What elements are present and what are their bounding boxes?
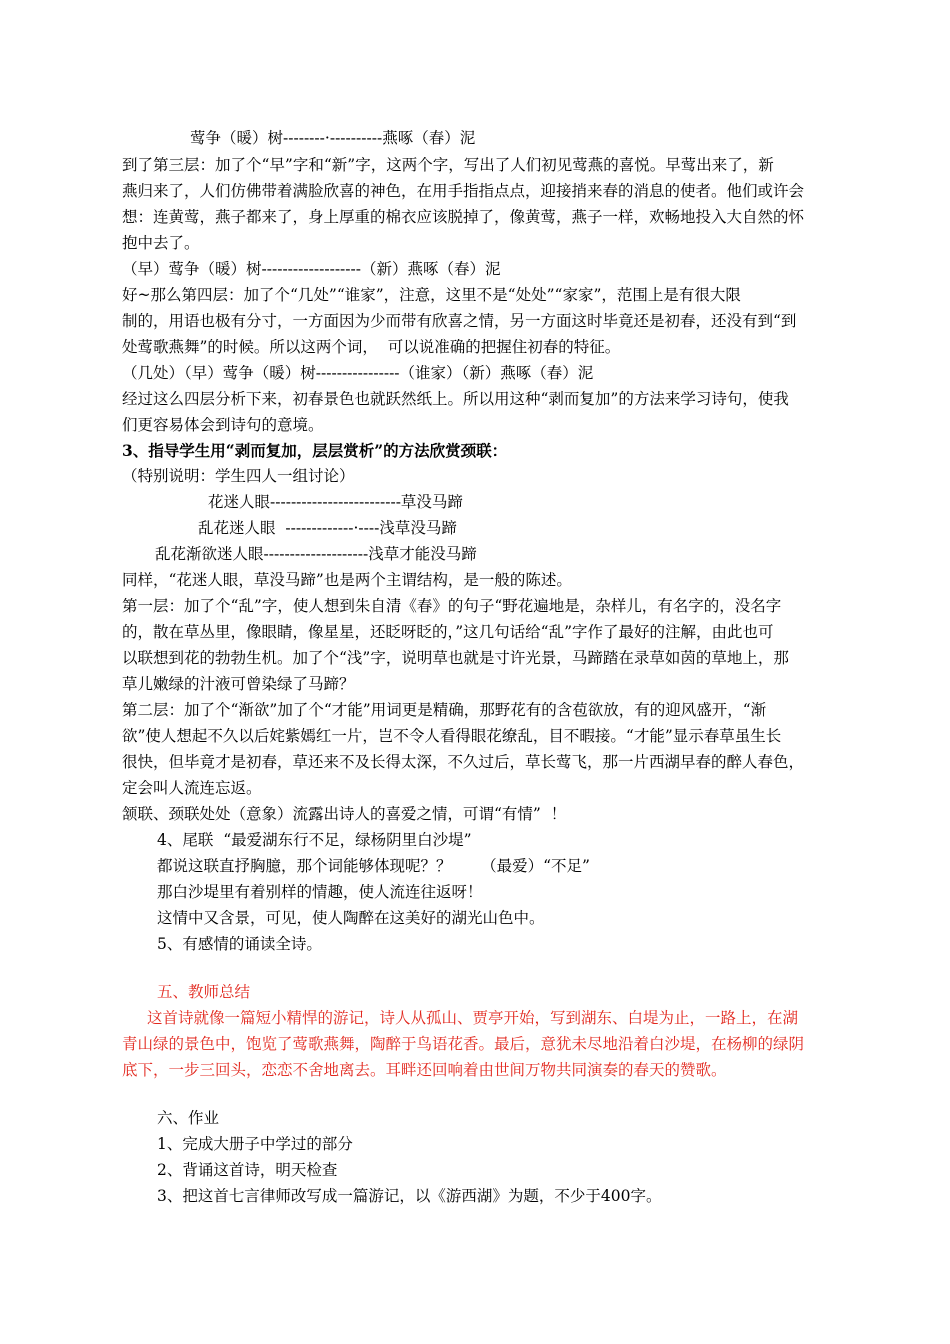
text-line: 燕归来了，人们仿佛带着满脸欣喜的神色，在用手指指点点，迎接捎来春的消息的使者。他们或许会 bbox=[122, 182, 805, 200]
text-line: 想：连黄莺，燕子都来了，身上厚重的棉衣应该脱掉了，像黄莺，燕子一样，欢畅地投入大自然的怀 bbox=[122, 208, 805, 226]
text-line: 处莺歌燕舞”的时候。所以这两个词， 可以说准确的把握住初春的特征。 bbox=[122, 338, 621, 356]
text-line: 乱花迷人眼 -------------·----浅草没马蹄 bbox=[198, 519, 457, 537]
text-line: 草儿嫩绿的汁液可曾染绿了马蹄？ bbox=[122, 675, 355, 693]
text-line: 很快，但毕竟才是初春，草还来不及长得太深，不久过后，草长莺飞，那一片西湖早春的醉人春色， bbox=[122, 753, 805, 771]
text-line: 欲”使人想起不久以后姹紫嫣红一片，岂不令人看得眼花缭乱，目不暇接。“才能”显示春草虽生长 bbox=[122, 727, 782, 745]
text-line: 以联想到花的勃勃生机。加了个“浅”字，说明草也就是寸许光景，马蹄踏在录草如茵的草地上，那 bbox=[122, 649, 789, 667]
text-line: 花迷人眼-------------------------草没马蹄 bbox=[208, 493, 463, 511]
text-line: 抱中去了。 bbox=[122, 234, 200, 252]
text-line: 第二层：加了个“渐欲”加了个“才能”用词更是精确，那野花有的含苞欲放，有的迎风盛开，“渐 bbox=[122, 701, 767, 719]
summary-line: 青山绿的景色中，饱览了莺歌燕舞，陶醉于鸟语花香。最后，意犹未尽地沿着白沙堤，在杨柳的绿阴 bbox=[122, 1035, 805, 1053]
summary-line: 这首诗就像一篇短小精悍的游记，诗人从孤山、贾亭开始，写到湖东、白堤为止，一路上，在湖 bbox=[147, 1009, 799, 1027]
homework-item: 2、背诵这首诗，明天检查 bbox=[157, 1161, 338, 1179]
text-line: 同样，“花迷人眼，草没马蹄”也是两个主谓结构，是一般的陈述。 bbox=[122, 571, 572, 589]
text-line: 定会叫人流连忘返。 bbox=[122, 779, 262, 797]
text-line: 5、有感情的诵读全诗。 bbox=[157, 935, 322, 953]
text-line: （特别说明：学生四人一组讨论） bbox=[122, 467, 355, 485]
summary-line: 底下，一步三回头，恋恋不舍地离去。耳畔还回响着由世间万物共同演奏的春天的赞歌。 bbox=[122, 1061, 727, 1079]
text-line: 都说这联直抒胸臆，那个词能够体现呢？？ （最爱）“不足” bbox=[157, 857, 590, 875]
text-line: （早）莺争（暖）树-------------------（新）燕啄（春）泥 bbox=[122, 260, 501, 278]
homework-heading: 六、作业 bbox=[157, 1109, 220, 1127]
text-line: 第一层：加了个“乱”字，使人想到朱自清《春》的句子“野花遍地是，杂样儿，有名字的，没名字 bbox=[122, 597, 782, 615]
text-line: 乱花渐欲迷人眼--------------------浅草才能没马蹄 bbox=[155, 545, 477, 563]
text-line: 莺争（暖）树--------·----------燕啄（春）泥 bbox=[190, 129, 476, 147]
homework-item: 3、把这首七言律师改写成一篇游记，以《游西湖》为题，不少于400字。 bbox=[157, 1187, 662, 1205]
text-line: （几处）（早）莺争（暖）树----------------（谁家）（新）燕啄（春）泥 bbox=[122, 364, 594, 382]
text-line: 们更容易体会到诗句的意境。 bbox=[122, 416, 324, 434]
text-line: 那白沙堤里有着别样的情趣，使人流连往返呀！ bbox=[157, 883, 483, 901]
text-line: 4、尾联 “最爱湖东行不足，绿杨阴里白沙堤” bbox=[157, 831, 472, 849]
text-line: 经过这么四层分析下来，初春景色也就跃然纸上。所以用这种“剥而复加”的方法来学习诗句，使我 bbox=[122, 390, 789, 408]
homework-item: 1、完成大册子中学过的部分 bbox=[157, 1135, 353, 1153]
text-line: 的，散在草丛里，像眼睛，像星星，还眨呀眨的，”这几句话给“乱”字作了最好的注解，由此也可 bbox=[122, 623, 774, 641]
text-line: 制的，用语也极有分寸，一方面因为少而带有欣喜之情，另一方面这时毕竟还是初春，还没有到“到 bbox=[122, 312, 797, 330]
text-line: 颔联、颈联处处（意象）流露出诗人的喜爱之情，可谓“有情” ！ bbox=[122, 805, 567, 823]
text-line: 到了第三层：加了个“早”字和“新”字，这两个字，写出了人们初见莺燕的喜悦。早莺出来了，新 bbox=[122, 156, 774, 174]
summary-heading: 五、教师总结 bbox=[157, 983, 251, 1001]
section-heading: 3、指导学生用“剥而复加，层层赏析”的方法欣赏颈联： bbox=[122, 441, 508, 460]
text-line: 这情中又含景，可见，使人陶醉在这美好的湖光山色中。 bbox=[157, 909, 545, 927]
text-line: 好~那么第四层：加了个“几处”“谁家”，注意，这里不是“处处”“家家”，范围上是有很大限 bbox=[122, 286, 741, 304]
